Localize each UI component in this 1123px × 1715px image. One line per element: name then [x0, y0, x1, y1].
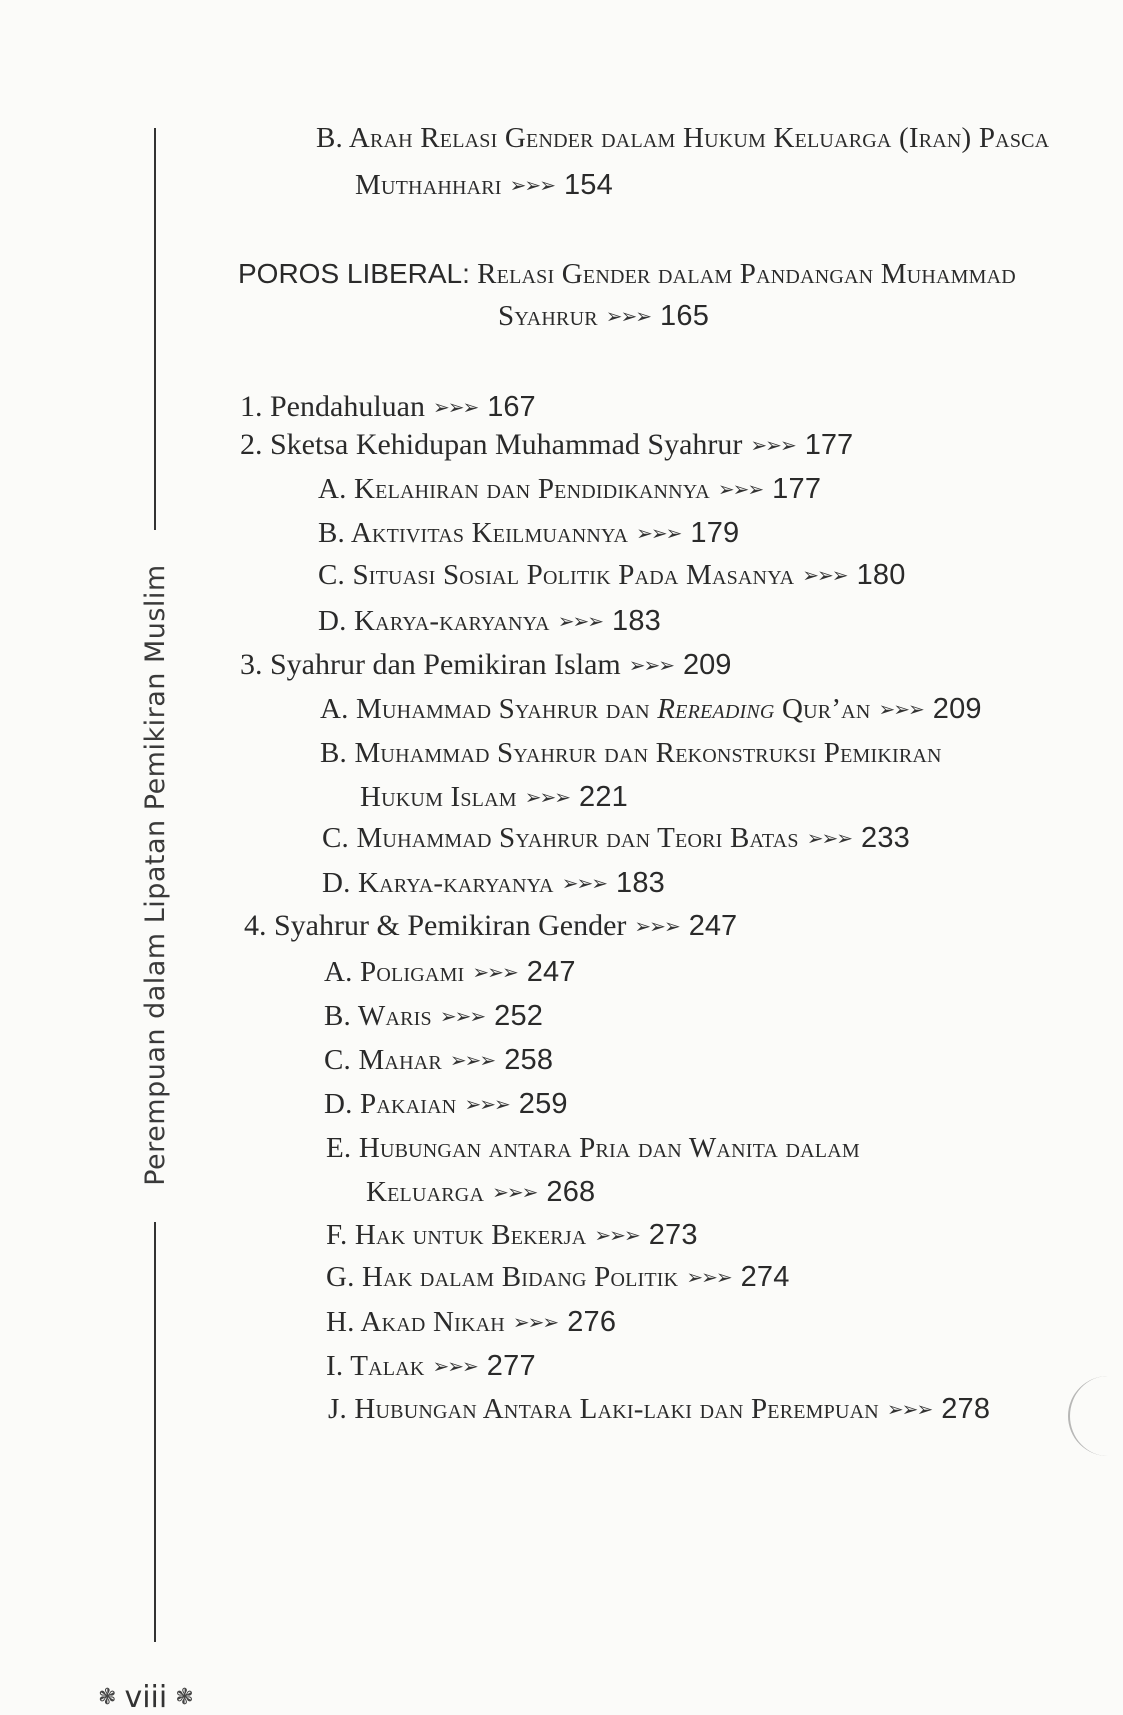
page-ref: 167: [487, 391, 536, 423]
page-ref: 252: [494, 1000, 544, 1032]
toc-entry-arah-relasi: B. Arah Relasi Gender dalam Hukum Keluarga (Iran) Pasca: [316, 122, 1050, 154]
page-ref: 278: [941, 1393, 991, 1425]
toc-entry-4e-cont: Keluarga ➢➢➢ 268: [366, 1176, 596, 1208]
toc-entry-4j: J. Hubungan Antara Laki-laki dan Perempuan ➢➢➢ 278: [328, 1393, 991, 1425]
page-ref: 177: [804, 429, 854, 461]
arrows-icon: ➢➢➢: [886, 1397, 932, 1421]
page-ref: 277: [486, 1350, 536, 1382]
arrows-icon: ➢➢➢: [802, 563, 847, 587]
toc-entry-4a: A. Poligami ➢➢➢ 247: [324, 956, 576, 988]
arrows-icon: ➢➢➢: [509, 173, 554, 197]
page-ref: 183: [611, 605, 661, 637]
page-number: viii: [124, 1679, 168, 1715]
arrows-icon: ➢➢➢: [557, 609, 602, 633]
flower-ornament-icon: ❃: [175, 1684, 194, 1710]
arrows-icon: ➢➢➢: [432, 395, 478, 419]
section-prefix: POROS LIBERAL:: [238, 258, 470, 289]
toc-entry-2b: B. Aktivitas Keilmuannya ➢➢➢ 179: [318, 517, 740, 549]
page-ref: 209: [683, 649, 732, 681]
toc-entry-4c: C. Mahar ➢➢➢ 258: [324, 1044, 554, 1076]
page-ref: 183: [615, 867, 665, 899]
arrows-icon: ➢➢➢: [594, 1223, 639, 1247]
toc-entry-4b: B. Waris ➢➢➢ 252: [324, 1000, 544, 1032]
arrows-icon: ➢➢➢: [449, 1048, 495, 1072]
arrows-icon: ➢➢➢: [717, 477, 763, 501]
page-ref: 273: [648, 1219, 698, 1251]
toc-entry-2a: A. Kelahiran dan Pendidikannya ➢➢➢ 177: [318, 473, 822, 505]
toc-entry-3c: C. Muhammad Syahrur dan Teori Batas ➢➢➢ 233: [322, 822, 910, 854]
toc-entry-arah-relasi-cont: Muthahhari ➢➢➢ 154: [355, 169, 613, 201]
arrows-icon: ➢➢➢: [806, 826, 851, 850]
page-ref: 259: [518, 1088, 568, 1120]
toc-entry-2c: C. Situasi Sosial Politik Pada Masanya ➢➢➢ 180: [318, 559, 906, 591]
toc-chapter-1: 1. Pendahuluan ➢➢➢ 167: [240, 390, 536, 423]
arrows-icon: ➢➢➢: [439, 1004, 485, 1028]
toc-section-poros-liberal-cont: Syahrur ➢➢➢ 165: [498, 300, 710, 332]
page-ref: 154: [563, 169, 613, 201]
page-ref: 209: [932, 693, 982, 725]
toc-entry-3a: A. Muhammad Syahrur dan Rereading Qur’an ➢➢➢ 209: [320, 693, 982, 725]
arrows-icon: ➢➢➢: [686, 1265, 731, 1289]
arrows-icon: ➢➢➢: [750, 433, 795, 457]
toc-chapter-3: 3. Syahrur dan Pemikiran Islam ➢➢➢ 209: [240, 648, 732, 681]
toc-chapter-4: 4. Syahrur & Pemikiran Gender ➢➢➢ 247: [244, 909, 738, 942]
page-ref: 179: [690, 517, 740, 549]
page-ref: 233: [861, 822, 910, 854]
page-ref: 274: [740, 1261, 790, 1293]
page-ref: 221: [579, 781, 629, 813]
page-ref: 276: [567, 1306, 617, 1338]
arrows-icon: ➢➢➢: [472, 960, 517, 984]
toc-entry-2d: D. Karya-karyanya ➢➢➢ 183: [318, 605, 661, 637]
toc-chapter-2: 2. Sketsa Kehidupan Muhammad Syahrur ➢➢➢ 177: [240, 428, 854, 461]
page-ref: 165: [660, 300, 710, 332]
toc-entry-3b: B. Muhammad Syahrur dan Rekonstruksi Pemikiran: [320, 737, 942, 769]
arrows-icon: ➢➢➢: [634, 914, 679, 938]
toc-entry-4e: E. Hubungan antara Pria dan Wanita dalam: [326, 1132, 860, 1164]
arrows-icon: ➢➢➢: [524, 785, 570, 809]
arrows-icon: ➢➢➢: [464, 1092, 509, 1116]
page-ref: 177: [772, 473, 822, 505]
arrows-icon: ➢➢➢: [512, 1310, 558, 1334]
arrows-icon: ➢➢➢: [561, 871, 606, 895]
page-ref: 247: [526, 956, 576, 988]
toc-entry-4f: F. Hak untuk Bekerja ➢➢➢ 273: [326, 1219, 698, 1251]
arrows-icon: ➢➢➢: [605, 304, 651, 328]
toc-entry-4g: G. Hak dalam Bidang Politik ➢➢➢ 274: [326, 1261, 790, 1293]
arrows-icon: ➢➢➢: [492, 1180, 537, 1204]
arrows-icon: ➢➢➢: [432, 1354, 477, 1378]
toc-entry-3d: D. Karya-karyanya ➢➢➢ 183: [322, 867, 665, 899]
toc-entry-4i: I. Talak ➢➢➢ 277: [326, 1350, 536, 1382]
page-ref: 268: [546, 1176, 596, 1208]
toc-entry-4d: D. Pakaian ➢➢➢ 259: [324, 1088, 568, 1120]
page-ref: 247: [688, 910, 738, 942]
toc-section-poros-liberal: POROS LIBERAL: Relasi Gender dalam Pandangan Muhammad: [238, 258, 1016, 290]
arrows-icon: ➢➢➢: [636, 521, 681, 545]
toc-entry-4h: H. Akad Nikah ➢➢➢ 276: [326, 1306, 617, 1338]
arrows-icon: ➢➢➢: [878, 697, 923, 721]
arrows-icon: ➢➢➢: [628, 653, 674, 677]
running-head: Perempuan dalam Lipatan Pemikiran Muslim: [140, 564, 171, 1186]
toc-entry-3b-cont: Hukum Islam ➢➢➢ 221: [360, 781, 629, 813]
page-ref: 180: [856, 559, 906, 591]
flower-ornament-icon: ❃: [98, 1684, 117, 1710]
page-ref: 258: [504, 1044, 554, 1076]
